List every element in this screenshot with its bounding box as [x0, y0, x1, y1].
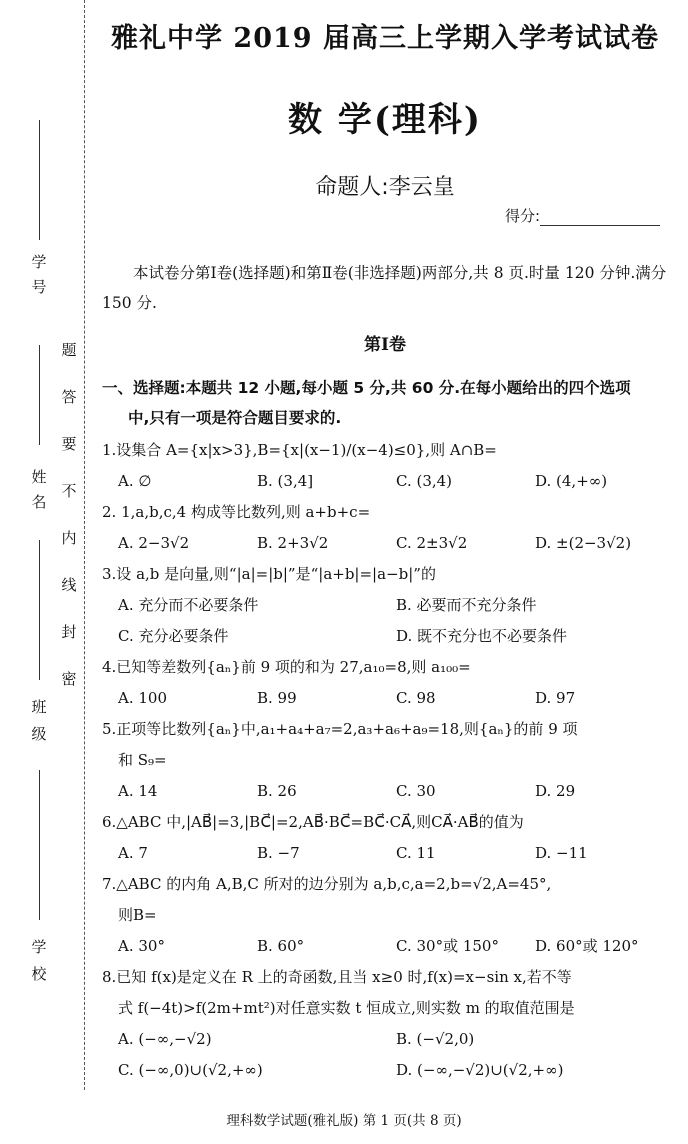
student-number-blank[interactable]	[39, 120, 40, 240]
question-7	[102, 869, 674, 962]
question-stem-continued: 式 f(−4t)>f(2m+mt²)对任意实数 t 恒成立,则实数 m 的取值范围是	[118, 999, 575, 1017]
option-d[interactable]: D. −11	[535, 844, 588, 862]
option-c[interactable]: C. 11	[396, 844, 436, 862]
option-d[interactable]: D. 29	[535, 782, 576, 800]
school-blank[interactable]	[39, 770, 40, 920]
question-list	[102, 435, 674, 1086]
option-b[interactable]: B. 26	[257, 782, 297, 800]
option-b[interactable]: B. 60°	[257, 937, 305, 955]
instructions-line-1: 一、选择题:本题共 12 小题,每小题 5 分,共 60 分.在每小题给出的四个选项	[102, 379, 631, 397]
question-stem: 2. 1,a,b,c,4 构成等比数列,则 a+b+c=	[102, 503, 371, 521]
option-b[interactable]: B. 2+3√2	[257, 534, 329, 552]
options-row	[102, 931, 674, 962]
option-a[interactable]: A. 2−3√2	[118, 534, 190, 552]
name-label: 姓 名	[31, 468, 47, 511]
options-row	[102, 1024, 674, 1055]
option-b[interactable]: B. 必要而不充分条件	[396, 596, 537, 614]
option-d[interactable]: D. (4,+∞)	[535, 472, 608, 490]
question-stem: 6.△ABC 中,|AB⃗|=3,|BC⃗|=2,AB⃗·BC⃗=BC⃗·CA⃗,则CA⃗·AB⃗的值为	[102, 813, 524, 831]
question-1	[102, 435, 674, 497]
option-b[interactable]: B. −7	[257, 844, 300, 862]
question-stem: 7.△ABC 的内角 A,B,C 所对的边分别为 a,b,c,a=2,b=√2,A=45°,	[102, 875, 552, 893]
options-row	[102, 590, 674, 621]
score-blank[interactable]	[540, 210, 660, 226]
author-line: 命题人:李云皇	[315, 175, 455, 200]
section-instructions	[102, 373, 674, 433]
option-a[interactable]: A. 7	[118, 844, 148, 862]
option-c[interactable]: C. 30°或 150°	[396, 937, 499, 955]
option-a[interactable]: A. ∅	[118, 472, 152, 490]
option-a[interactable]: A. 充分而不必要条件	[118, 596, 259, 614]
options-row	[102, 838, 674, 869]
question-stem: 4.已知等差数列{aₙ}前 9 项的和为 27,a₁₀=8,则 a₁₀₀=	[102, 658, 471, 676]
options-row	[102, 621, 674, 652]
question-stem-continued: 和 S₉=	[118, 751, 167, 769]
option-c[interactable]: C. 2±3√2	[396, 534, 468, 552]
question-4	[102, 652, 674, 714]
option-d[interactable]: D. 既不充分也不必要条件	[396, 627, 568, 645]
seal-text: 题 答 要 不 内 线 封 密	[61, 341, 77, 688]
exam-intro: 本试卷分第Ⅰ卷(选择题)和第Ⅱ卷(非选择题)两部分,共 8 页.时量 120 分钟.满分 150 分.	[102, 264, 667, 312]
seal-dashed-line	[84, 0, 85, 1090]
page-footer: 理科数学试题(雅礼版) 第 1 页(共 8 页)	[226, 1113, 462, 1129]
option-a[interactable]: A. 30°	[118, 937, 165, 955]
question-2	[102, 497, 674, 559]
subject-title: 数 学(理科)	[287, 100, 482, 140]
school-label: 学 校	[31, 938, 47, 983]
option-b[interactable]: B. (3,4]	[257, 472, 314, 490]
class-label: 班 级	[31, 698, 47, 743]
question-3	[102, 559, 674, 652]
option-a[interactable]: A. 14	[118, 782, 158, 800]
student-number-label: 学 号	[31, 253, 47, 296]
option-a[interactable]: A. (−∞,−√2)	[118, 1030, 212, 1048]
options-row	[102, 683, 674, 714]
option-b[interactable]: B. (−√2,0)	[396, 1030, 475, 1048]
score-label: 得分:	[505, 207, 541, 225]
option-c[interactable]: C. 充分必要条件	[118, 627, 229, 645]
option-c[interactable]: C. 98	[396, 689, 436, 707]
question-6	[102, 807, 674, 869]
question-5	[102, 714, 674, 807]
option-b[interactable]: B. 99	[257, 689, 297, 707]
options-row	[102, 528, 674, 559]
option-c[interactable]: C. (3,4)	[396, 472, 453, 490]
option-d[interactable]: D. ±(2−3√2)	[535, 534, 632, 552]
option-d[interactable]: D. 97	[535, 689, 576, 707]
instructions-line-2: 中,只有一项是符合题目要求的.	[128, 409, 342, 427]
option-c[interactable]: C. (−∞,0)∪(√2,+∞)	[118, 1061, 263, 1079]
option-c[interactable]: C. 30	[396, 782, 436, 800]
question-stem-continued: 则B=	[118, 906, 157, 924]
question-stem: 3.设 a,b 是向量,则“|a|=|b|”是“|a+b|=|a−b|”的	[102, 565, 436, 583]
score-field	[505, 205, 660, 226]
options-row	[102, 776, 674, 807]
question-stem: 8.已知 f(x)是定义在 R 上的奇函数,且当 x≥0 时,f(x)=x−sin x,若不等	[102, 968, 572, 986]
question-stem: 5.正项等比数列{aₙ}中,a₁+a₄+a₇=2,a₃+a₆+a₉=18,则{aₙ}的前 9 项	[102, 720, 578, 738]
option-d[interactable]: D. (−∞,−√2)∪(√2,+∞)	[396, 1061, 564, 1079]
option-a[interactable]: A. 100	[118, 689, 167, 707]
options-row	[102, 466, 674, 497]
name-blank[interactable]	[39, 345, 40, 445]
options-row	[102, 1055, 674, 1086]
option-d[interactable]: D. 60°或 120°	[535, 937, 639, 955]
exam-title: 雅礼中学 2019 届高三上学期入学考试试卷	[111, 23, 659, 54]
section-title: 第Ⅰ卷	[364, 335, 406, 355]
class-blank[interactable]	[39, 540, 40, 680]
question-8	[102, 962, 674, 1086]
question-stem: 1.设集合 A={x|x>3},B={x|(x−1)/(x−4)≤0},则 A∩B=	[102, 441, 497, 459]
